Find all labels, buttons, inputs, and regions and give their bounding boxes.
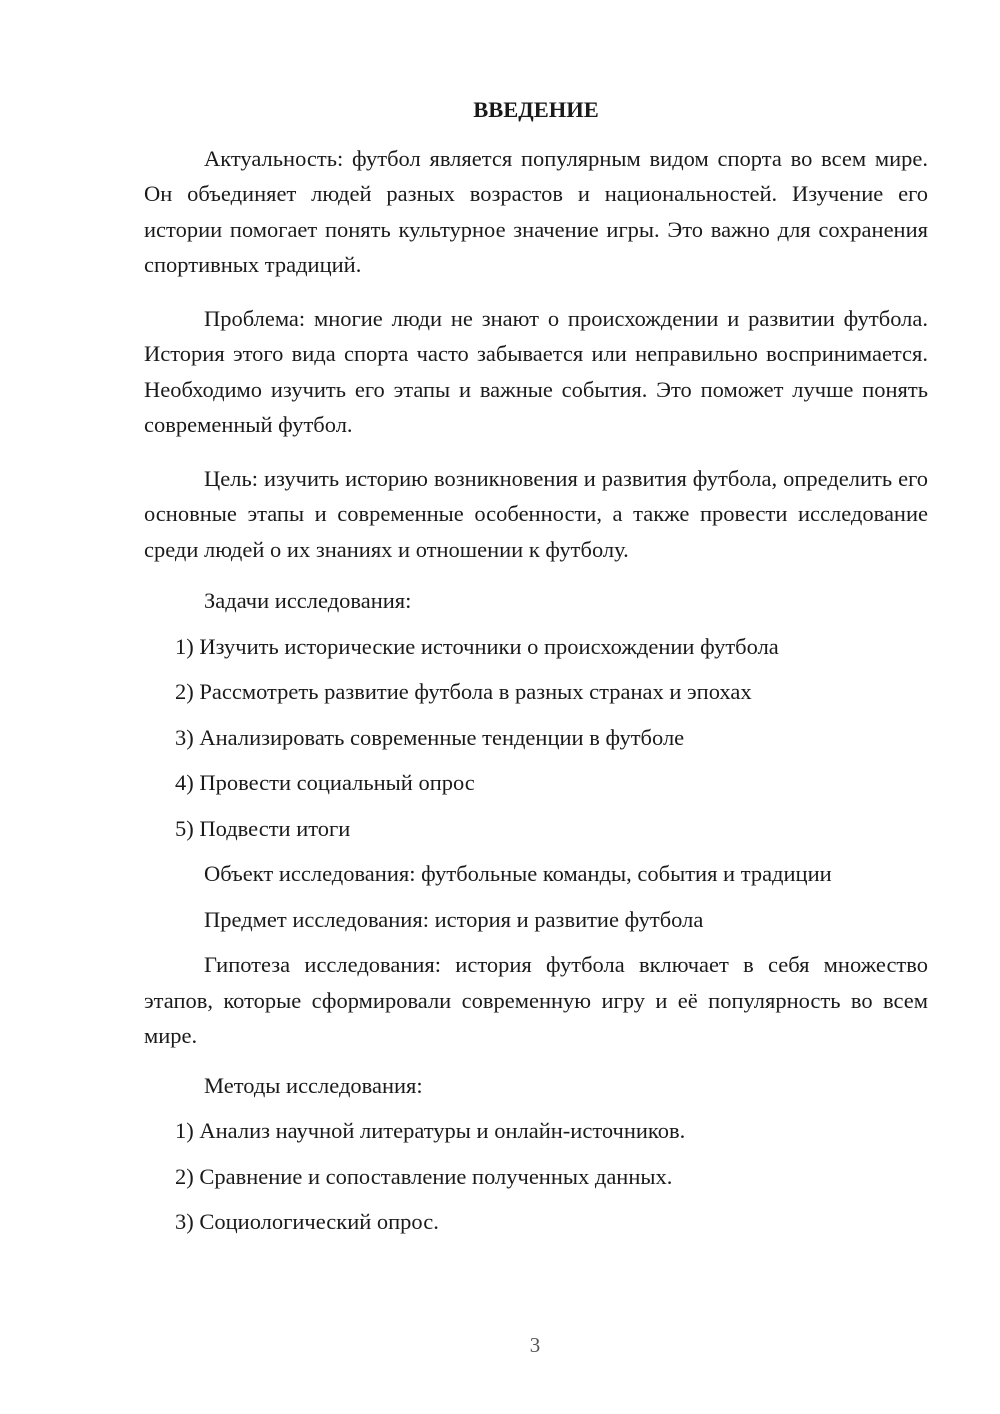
paragraph-hypothesis: Гипотеза исследования: история футбола включает в себя множество этапов, которые сформировали современную игру и её популярность во всем мире. (144, 952, 928, 1048)
list-item-method-2: 2) Сравнение и сопоставление полученных данных. (175, 1163, 673, 1189)
page-number: 3 (529, 1333, 541, 1357)
page-title-text: ВВЕДЕНИЕ (473, 97, 599, 122)
paragraph-relevance: Актуальность: футбол является популярным видом спорта во всем мире. Он объединяет людей разных возрастов и национальностей. Изучение его истории помогает понять культурное значение игры. Это важно для сохранения спортивных традиций. (144, 145, 928, 277)
list-item-task-1: 1) Изучить исторические источники о происхождении футбола (175, 633, 779, 659)
paragraph-object: Объект исследования: футбольные команды, события и традиции (204, 861, 832, 886)
tasks-title: Задачи исследования: (204, 588, 412, 613)
list-item-task-4: 4) Провести социальный опрос (175, 770, 475, 795)
list-item-method-1: 1) Анализ научной литературы и онлайн-источников. (175, 1118, 686, 1143)
paragraph-problem: Проблема: многие люди не знают о происхождении и развитии футбола. История этого вида спорта часто забывается или неправильно воспринимается. Необходимо изучить его этапы и важные события. Это поможет лучше понять современный футбол. (144, 305, 928, 437)
paragraph-goal: Цель: изучить историю возникновения и развития футбола, определить его основные этапы и современные особенности, а также провести исследование среди людей о их знаниях и отношении к футболу. (144, 465, 928, 562)
list-item-task-5: 5) Подвести итоги (175, 815, 351, 841)
methods-list (144, 1113, 928, 1240)
list-item-task-2: 2) Рассмотреть развитие футбола в разных странах и эпохах (175, 679, 752, 704)
paragraph-subject: Предмет исследования: история и развитие футбола (204, 906, 704, 932)
list-item-task-3: 3) Анализировать современные тенденции в футболе (175, 724, 685, 750)
page-title (144, 92, 928, 128)
tasks-list (144, 629, 928, 847)
methods-title: Методы исследования: (204, 1072, 423, 1098)
list-item-method-3: 3) Социологический опрос. (175, 1209, 439, 1234)
page-content (144, 92, 928, 1250)
